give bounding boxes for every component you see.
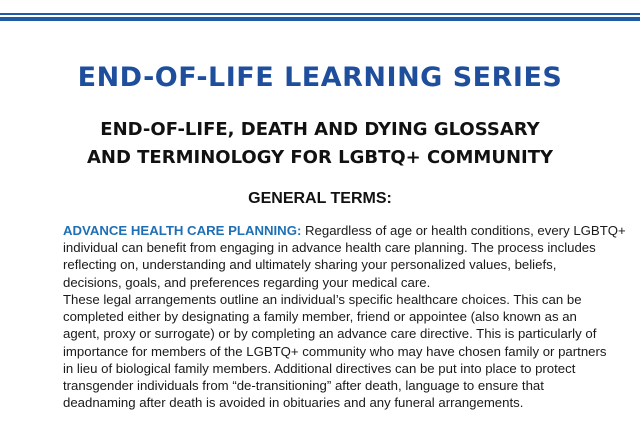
paragraph-2-line-6: transgender individuals from “de-transitioning” after death, language to ensure that [63, 378, 544, 394]
paragraph-2-line-1: These legal arrangements outline an individual’s specific healthcare choices. This can be [63, 292, 582, 307]
glossary-entry-paragraph-2 [63, 291, 640, 411]
paragraph-2-line-3: agent, proxy or surrogate) or by completing an advance care directive. This is particularly of [63, 326, 597, 342]
document-title-line-1: END-OF-LIFE, DEATH AND DYING GLOSSARY [100, 119, 540, 140]
paragraph-2-line-2: completed either by designating a family member, friend or appointee (also known as an [63, 309, 577, 325]
glossary-entry-paragraph-1 [63, 222, 640, 291]
definition-text: Regardless of age or health conditions, every LGBTQ+ [301, 223, 626, 238]
paragraph-1-line-1 [63, 222, 640, 239]
top-border-thin-band [0, 13, 640, 15]
paragraph-2-line-5: in lieu of biological family members. Additional directives can be put into place to protect [63, 360, 576, 376]
top-border-thick-band [0, 17, 640, 21]
glossary-term: ADVANCE HEALTH CARE PLANNING: [63, 223, 302, 238]
paragraph-1-line-3: reflecting on, understanding and ultimately sharing your personalized values, beliefs, [63, 257, 557, 273]
document-title-line-2: AND TERMINOLOGY FOR LGBTQ+ COMMUNITY [86, 147, 554, 168]
section-heading: GENERAL TERMS: [248, 190, 392, 207]
paragraph-1-line-4: decisions, goals, and preferences regarding your medical care. [63, 274, 431, 290]
top-border-rule [0, 0, 640, 23]
paragraph-2-line-4: importance for members of the LGBTQ+ community who may have chosen family or partners [63, 343, 607, 359]
series-title: END-OF-LIFE LEARNING SERIES [77, 62, 563, 93]
paragraph-2-line-7: deadnaming after death is avoided in obituaries and any funeral arrangements. [63, 395, 524, 411]
paragraph-1-line-2: individual can benefit from engaging in advance health care planning. The process includes [63, 240, 596, 256]
